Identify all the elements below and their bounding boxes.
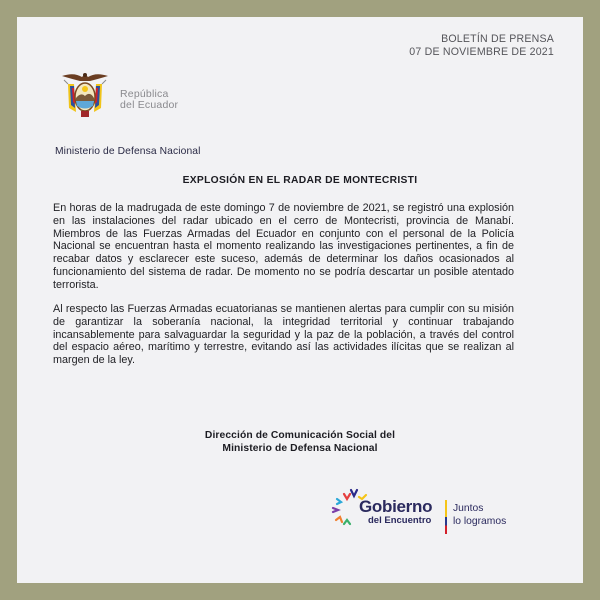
- signature-block: [0, 429, 600, 455]
- bulletin-header: [409, 33, 554, 59]
- bulletin-type: BOLETÍN DE PRENSA: [441, 33, 554, 45]
- signature-line-2: Ministerio de Defensa Nacional: [222, 443, 378, 454]
- article-paragraph-1: En horas de la madrugada de este domingo 7 de noviembre de 2021, se registró una explosión en las instalaciones del radar ubicado en el cerro de Montecristi, provincia de Manabí. Miembros de las Fuerzas Armadas del Ecuador en conjunto con el personal de la Policía Nacional se encuentran hasta el momento realizando las investigaciones pertinentes, a fin de recabar datos y esclarecer este suceso, además de determinar los daños ocasionados al funcionamiento del sistema de radar. De momento no se podría descartar un posible atentado terrorista.: [53, 202, 514, 291]
- bulletin-date: 07 DE NOVIEMBRE DE 2021: [409, 46, 554, 58]
- article-paragraph-2: Al respecto las Fuerzas Armadas ecuatorianas se mantienen alertas para cumplir con su misión de garantizar la soberanía nacional, la integridad territorial y continuar trabajando incansablemente para salvaguardar la seguridad y la paz de la población, a través del control del espacio aéreo, marítimo y terrestre, evitando así las actividades ilícitas que se realizan al margen de la ley.: [53, 303, 514, 367]
- republica-line: República: [120, 88, 169, 100]
- del-encuentro-wordmark: del Encuentro: [368, 515, 432, 526]
- flag-divider: [445, 500, 447, 534]
- signature-line-1: Dirección de Comunicación Social del: [204, 430, 396, 441]
- del-ecuador-line: del Ecuador: [120, 98, 179, 111]
- gobierno-wordmark: Gobierno: [359, 497, 433, 516]
- ministry-name: Ministerio de Defensa Nacional: [55, 146, 201, 157]
- gobierno-del-encuentro-logo: [330, 487, 530, 537]
- slogan: [453, 503, 506, 528]
- article-title: EXPLOSIÓN EN EL RADAR DE MONTECRISTI: [182, 175, 418, 186]
- ecuador-coat-of-arms-icon: [56, 70, 114, 122]
- slogan-line-1: Juntos: [453, 503, 484, 514]
- slogan-line-2: lo logramos: [453, 515, 507, 527]
- republica-del-ecuador-label: [120, 89, 178, 110]
